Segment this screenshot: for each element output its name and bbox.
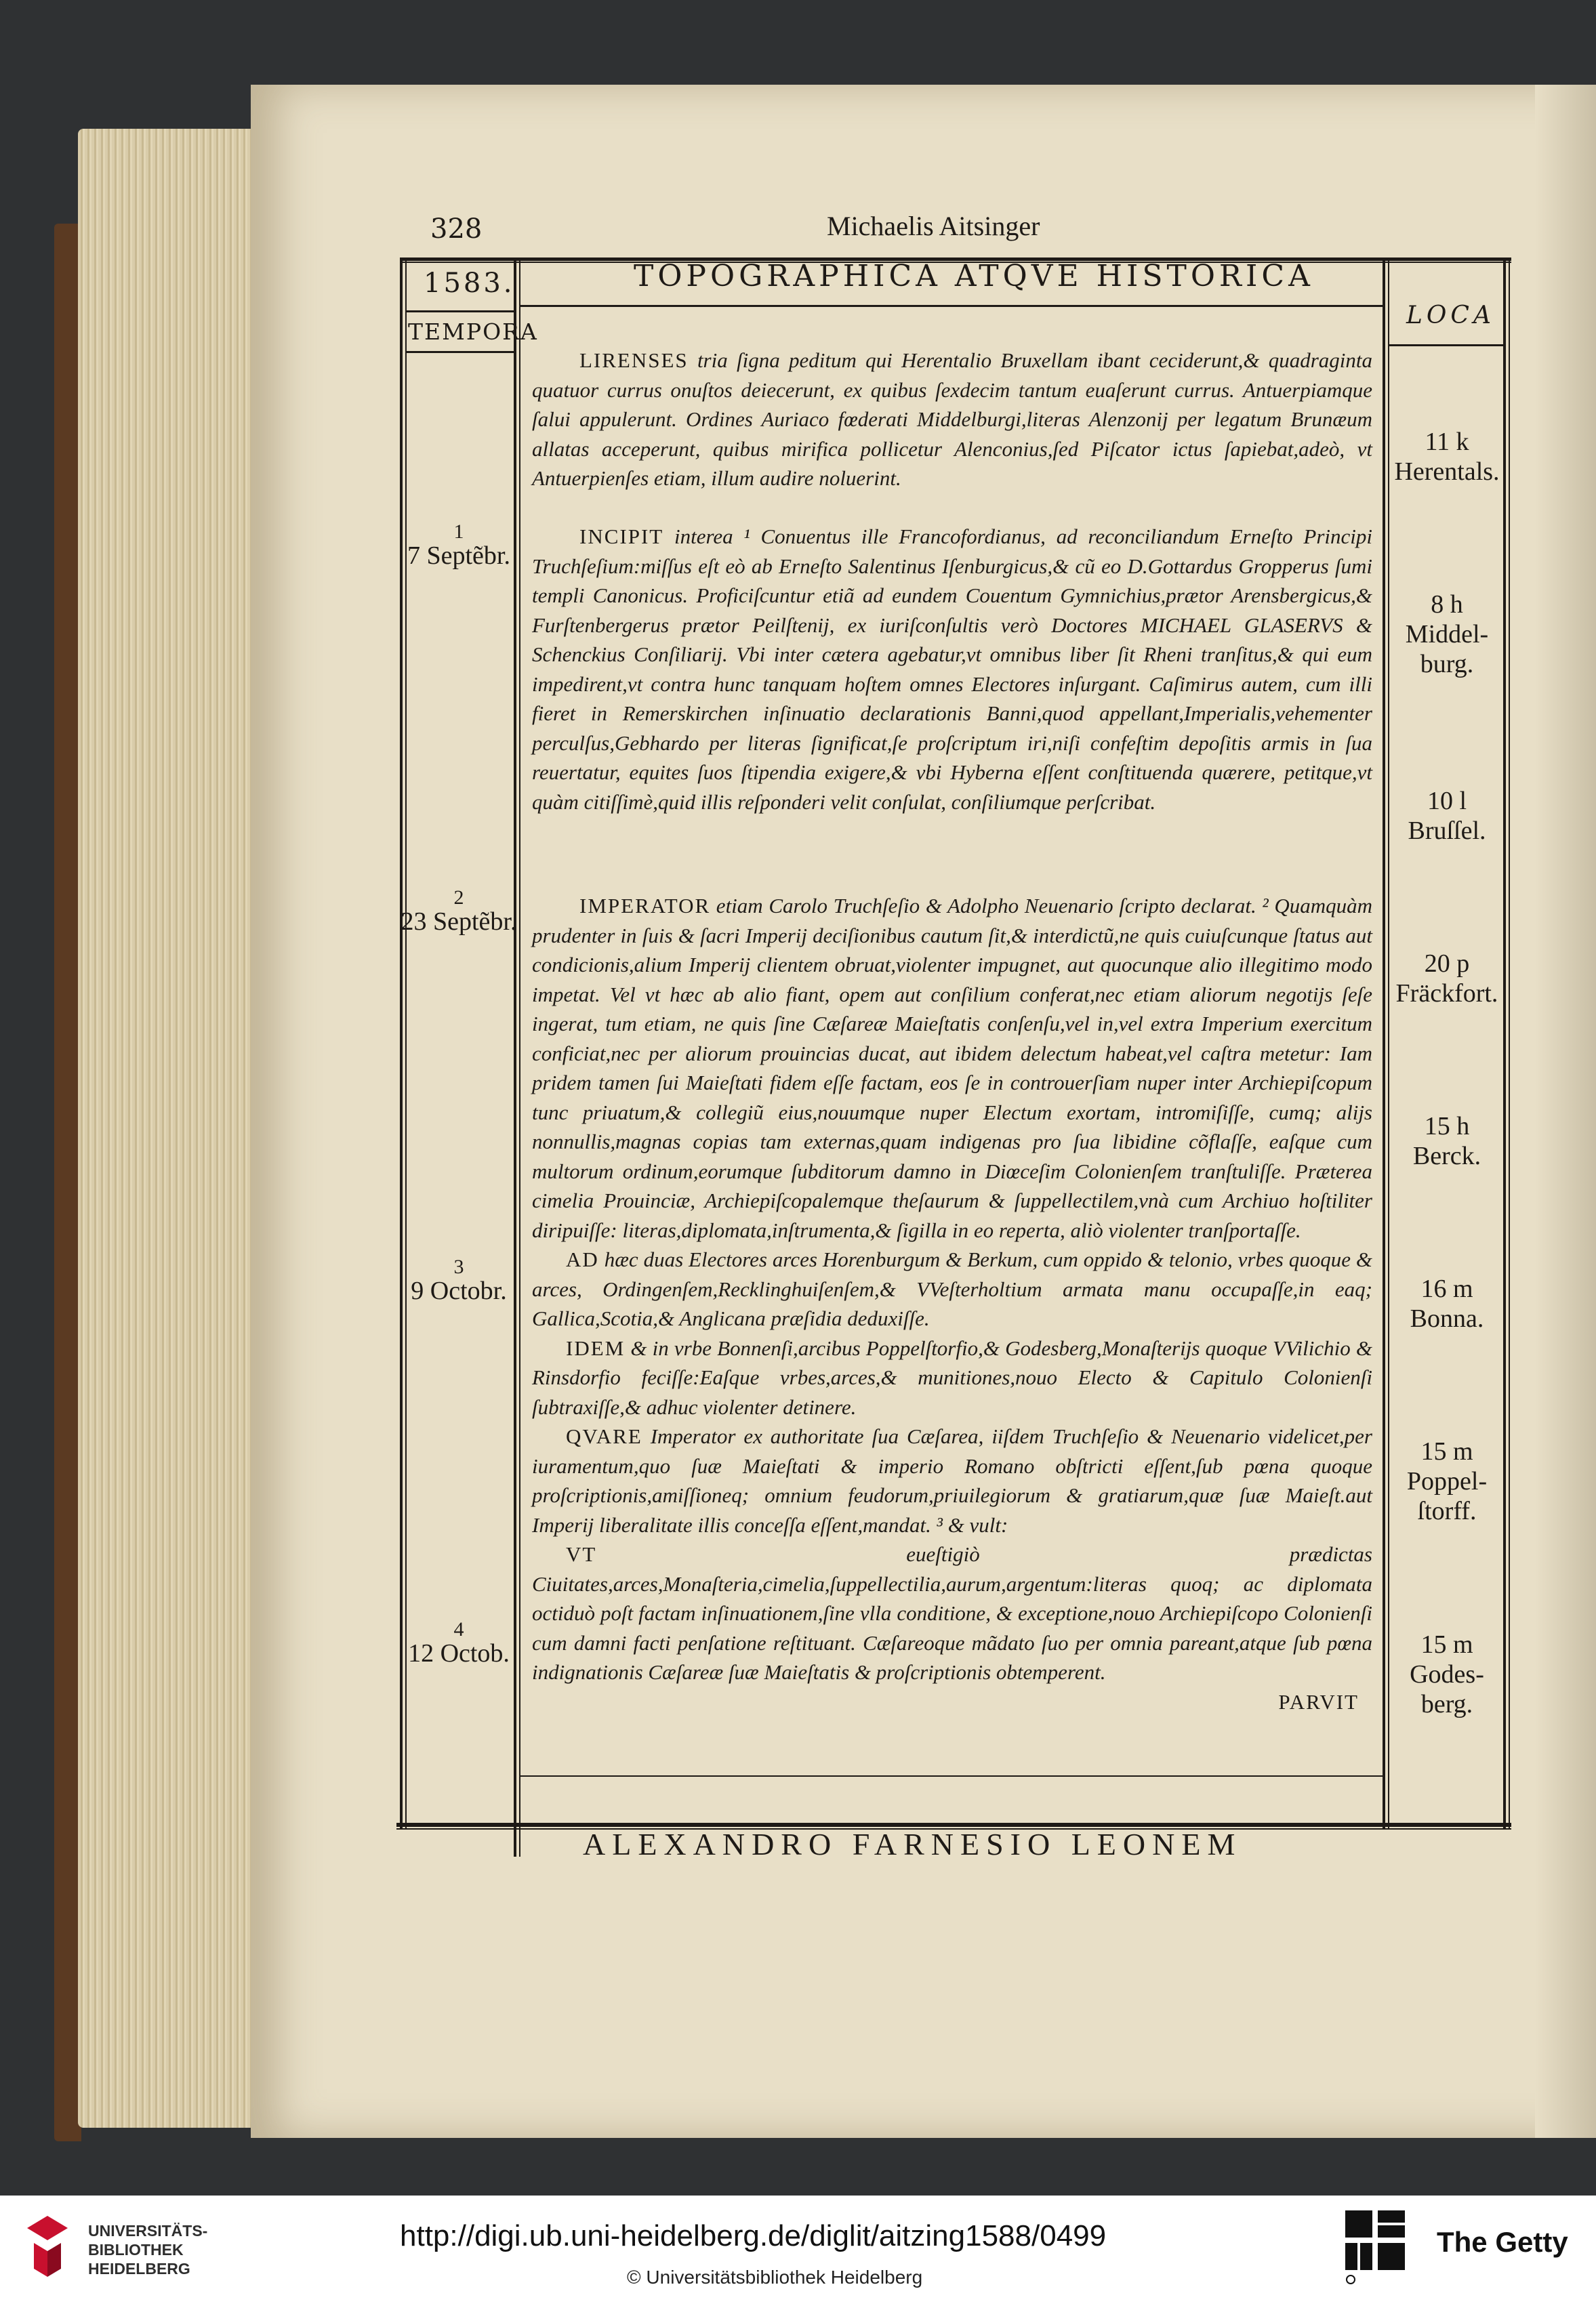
- paragraph-text: interea ¹ Conuentus ille Francofordianus, ad reconciliandum Erneſto Principi Truchſeſium:miſſus eſt eò ab Erneſto Salentinus Iſenburgicus,& cũ eo D.Gottardus Gropperus ſumi templi Canonicus. Proficiſcuntur etiã ad eundem Couentum Gymnichius,prætor Arensbergicus,& Furſtenbergerus prætor Peilſtenij, ex iuriſconſultis verò Doctores MICHAEL GLASERVS & Schenckius Conſiliarij. Vbi inter cætera agebatur,vt omnibus liber ſit Rheni tranſitus,& qui eum impedirent,vt contra hunc tanquam hoſtem omnes Electores inſurgant. Caſimirus autem, cum illi fieret in Remerskirchen inſinuatio declarationis Banni,quod appellant,Imperialis,vehementer perculſus,Gebhardo per literas ſignificat,ſe proſcriptum iri,niſi confeſtim depoſitis armis in ſua reuertatur, equites ſuos ſtipendia exigere,& vbi Hyberna eſſent conſtituenda quærere, petitque,vt quàm citiſſimè,quid illis reſponderi velit conſulat, conſiliumque perſcribat.: [532, 524, 1372, 814]
- place-entry: [1383, 786, 1511, 846]
- tempora-label: TEMPORA: [408, 318, 538, 345]
- place-entry: [1383, 427, 1511, 487]
- place-coord: 20 p: [1424, 949, 1470, 978]
- year-label: 1583.: [424, 268, 515, 299]
- paragraph-lead: LIRENSES: [579, 348, 689, 372]
- place-coord: 15 m: [1420, 1437, 1473, 1466]
- place-entry: [1383, 1111, 1511, 1171]
- date-text: 23 Septẽbr.: [401, 907, 517, 936]
- title-rule: [520, 305, 1383, 307]
- catchword: PARVIT: [1278, 1689, 1359, 1714]
- place-entry: [1383, 1437, 1511, 1526]
- paragraph-lead: INCIPIT: [579, 524, 664, 548]
- place-name: Middel-: [1405, 620, 1489, 648]
- place-name: Bonna.: [1410, 1304, 1484, 1333]
- ub-logo-text: [88, 2221, 207, 2278]
- date-entry: [398, 522, 519, 569]
- running-head: Michaelis Aitsinger: [827, 211, 1040, 241]
- getty-logo-icon[interactable]: [1345, 2210, 1406, 2285]
- place-name: Godes-: [1410, 1660, 1484, 1689]
- paragraph-text: hæc duas Electores arces Horenburgum & Berkum, cum oppido & telonio, vrbes quoque & arces, Ordingenſem,Recklinghuiſenſem,& VVeſterholtium armata manu occupaſſe,in eaq; Gallica,Scotia,& Anglicana præſidia deduxiſſe.: [532, 1248, 1372, 1330]
- frame-rule: [1503, 257, 1506, 1830]
- date-entry: [398, 1620, 519, 1667]
- date-text: 7 Septẽbr.: [407, 541, 510, 570]
- date-note-number: 4: [453, 1618, 464, 1641]
- ub-line-3: HEIDELBERG: [88, 2260, 190, 2278]
- header-rule: [1389, 344, 1503, 346]
- date-text: 9 Octobr.: [411, 1277, 507, 1305]
- paragraph-incipit: [532, 522, 1372, 817]
- paragraph-lead: VT: [566, 1542, 597, 1566]
- folio-number: 328: [430, 213, 483, 245]
- place-coord: 11 k: [1425, 428, 1469, 456]
- page-right-curve: [1535, 85, 1596, 2138]
- ub-line-2: BIBLIOTHEK: [88, 2241, 184, 2259]
- place-name: Herentals.: [1394, 457, 1500, 486]
- column-divider: [1383, 257, 1385, 1830]
- paragraph-lead: QVARE: [566, 1424, 642, 1448]
- column-divider: [514, 257, 516, 1857]
- place-name-cont: ſtorff.: [1417, 1497, 1477, 1525]
- paragraph-imperator: [532, 891, 1372, 1716]
- place-name-cont: burg.: [1420, 650, 1474, 678]
- loca-label: LOCA: [1406, 302, 1495, 329]
- paragraph-text: etiam Carolo Truchſeſio & Adolpho Neuenario ſcripto declarat. ² Quamquàm prudenter in ſuis & ſacri Imperij deciſionibus cautum ſit,& interdictũ,ne quis cuiuſcunque ſtatus aut condicionis,alium Imperij clientem obruat,violenter impugnet, aut quocunque alio illegitimo modo impetat. Vel vt hæc ab alio fiant, opem aut conſilium conferat,nec etiam aliorum negotijs ſeſe ingerat, tum etiam, ne quis ſine Cæſareæ Maieſtatis conſenſu,vel in,vel extra Imperium exercitum conficiat,nec per aliorum prouincias ducat, aut ibidem delectum habeat,vel caſtra metetur: Iam pridem tamen ſui Maieſtati fidem eſſe factam, eos ſe in controuerſiam nuper inter Archiepiſcopum tunc priuatum,& collegiũ eius,nouumque nuper Electum exortam, intromiſiſſe, cumq; alijs nonnullis,magnas copias tam externas,quam indigenas pro ſua libidine cõflaſſe, eaſque cum multorum ordinum,eorumque ſubditorum damno in Diœceſim Colonienſem tranſtuliſſe. Præterea cimelia Prouinciæ, Archiepiſcopalemque theſaurum & ſuppellectilem,vnà cum Archiuo hoſtiliter diripuiſſe: literas,diplomata,inſtrumenta,& ſigilla in eo reperta, aliò violenter tranſportaſſe.: [532, 894, 1372, 1242]
- source-url-link[interactable]: http://digi.ub.uni-heidelberg.de/diglit/aitzing1588/0499: [400, 2219, 1107, 2252]
- place-coord: 8 h: [1431, 590, 1463, 619]
- book-cover: [54, 224, 81, 2141]
- ub-heidelberg-logo-icon[interactable]: [27, 2216, 68, 2277]
- frame-rule: [1509, 257, 1510, 1830]
- place-coord: 10 l: [1427, 787, 1467, 815]
- place-coord: 15 m: [1420, 1630, 1473, 1659]
- paragraph-text: & in vrbe Bonnenſi,arcibus Poppelſtorfio,& Godesberg,Monaſterijs quoque VVilichio & Rinsdorfio feciſſe:Eaſque vrbes,arces,& munitiones,nouo Electo & Capitulo Colonienſi ſubtraxiſſe,& adhuc violenter detinere.: [532, 1336, 1372, 1419]
- paragraph-lead: IDEM: [566, 1336, 626, 1360]
- book-page-edges: [78, 129, 254, 2128]
- date-note-number: 3: [453, 1256, 464, 1278]
- date-note-number: 1: [453, 520, 464, 543]
- date-entry: [398, 1257, 519, 1304]
- place-name: Bruſſel.: [1408, 817, 1486, 845]
- frame-rule: [405, 257, 407, 1830]
- page-title: TOPOGRAPHICA ATQVE HISTORICA: [634, 259, 1314, 293]
- date-text: 12 Octob.: [408, 1639, 510, 1668]
- bottom-rule: [520, 1775, 1383, 1777]
- place-entry: [1383, 949, 1511, 1008]
- paragraph-text: tria ſigna peditum qui Herentalio Bruxellam ibant ceciderunt,& quadraginta quatuor currus onuſtos deiecerunt, ex quibus ſexdecim tantum euaſerunt currus. Antuerpiamque ſalui appulerunt. Ordines Auriaco fœderati Middelburgi,literas Alenzonij per legatum Brunæum allatas acceperunt, quibus mirifica pollicetur Alenconius,ſed Piſcator ictus ſapiebat,adeò, vt Antuerpienſes etiam, illum audire noluerint.: [532, 348, 1372, 490]
- catchline: ALEXANDRO FARNESIO LEONEM: [583, 1827, 1242, 1861]
- paragraph-text: eueſtigiò prædictas Ciuitates,arces,Monaſteria,cimelia,ſuppellectilia,aurum,argentum:literas quoq; ac diplomata octiduò poſt factam inſinuationem,ſine vlla conditione, & exceptione,nouo Archiepiſcopo Colonienſi cum damni facti penſatione reſtituant. Cæſareoque mãdato ſuo per omnia pareant,atque ſub pœna indignationis Cæſareæ ſuæ Maieſtatis & proſcriptionis obtemperent.: [532, 1542, 1372, 1684]
- paragraph-lead: IMPERATOR: [579, 894, 711, 918]
- header-rule: [405, 351, 514, 353]
- paragraph-lead: AD: [566, 1248, 599, 1271]
- column-divider: [519, 257, 520, 1857]
- ub-line-1: UNIVERSITÄTS-: [88, 2222, 208, 2240]
- frame-rule: [400, 257, 403, 1830]
- place-name: Poppel-: [1406, 1467, 1488, 1496]
- header-rule: [405, 310, 514, 312]
- place-name-cont: berg.: [1420, 1690, 1473, 1718]
- place-coord: 15 h: [1424, 1112, 1470, 1140]
- date-note-number: 2: [453, 886, 464, 909]
- paragraph-text: Imperator ex authoritate ſua Cæſarea, iiſdem Truchſeſio & Neuenario videlicet,per iuramentum,quo ſuæ Maieſtati & imperio Romano obſtricti eſſent,ſub pœna quoque proſcriptionis,amiſſioneq; omnium feudorum,priuilegiorum & gratiarum,quæ ſuæ Maieſt.aut Imperij liberalitate illis conceſſa eſſent,mandat. ³ & vult:: [532, 1424, 1372, 1537]
- place-coord: 16 m: [1420, 1275, 1473, 1303]
- place-name: Berck.: [1412, 1142, 1481, 1170]
- place-entry: [1383, 590, 1511, 679]
- column-divider: [1388, 257, 1389, 1830]
- place-name: Fräckfort.: [1395, 979, 1498, 1008]
- getty-label: The Getty: [1437, 2226, 1568, 2258]
- date-entry: [398, 888, 519, 935]
- copyright-notice: © Universitätsbibliothek Heidelberg: [627, 2267, 923, 2288]
- paragraph-lirenses: [532, 346, 1372, 493]
- place-entry: [1383, 1274, 1511, 1334]
- place-entry: [1383, 1630, 1511, 1719]
